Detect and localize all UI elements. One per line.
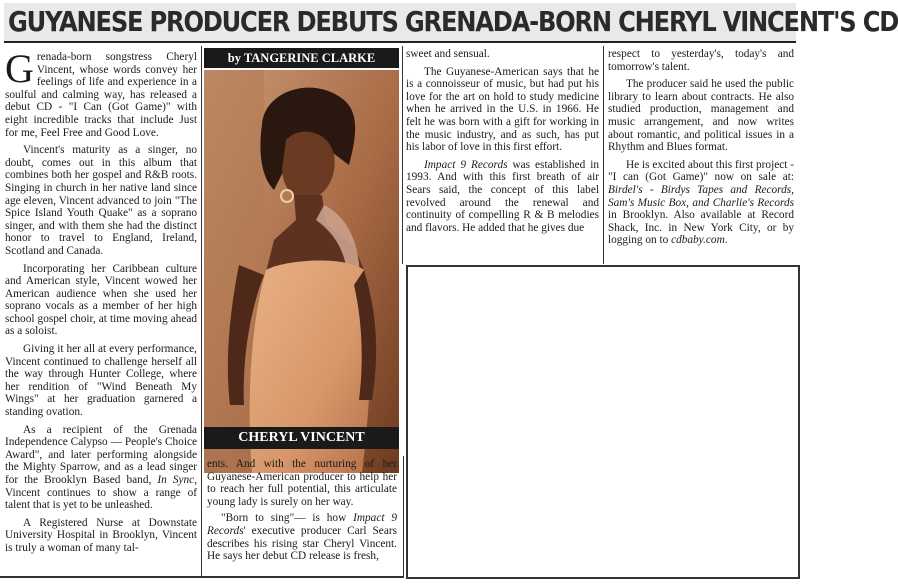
paragraph-text: "Born to sing"— is how: [221, 512, 354, 525]
store-names: Birdel's - Birdys Tapes and Records, Sam's Music Box, and Charlie's Records: [608, 183, 794, 209]
column-rule: [201, 46, 202, 576]
band-name: In Sync: [157, 474, 195, 486]
paragraph: [406, 159, 599, 235]
photo-panel: [204, 48, 399, 456]
paragraph-text: in Brooklyn. Also available at Record Shack, Inc. in New York City, or by logging on to: [608, 209, 794, 247]
paragraph: ents. And with the nurturing of her Guyanese-American producer to help her to reach her full potential, this articulate young lady is surely on her way.: [207, 458, 397, 508]
byline: by TANGERINE CLARKE: [204, 48, 399, 68]
column-rule: [603, 46, 604, 264]
paragraph: respect to yesterday's, today's and tomorrow's talent.: [608, 48, 794, 73]
headline-banner: [4, 3, 898, 43]
paragraph: [5, 424, 197, 512]
drop-cap: G: [5, 46, 34, 91]
paragraph: [5, 46, 197, 139]
paragraph: sweet and sensual.: [406, 48, 490, 60]
empty-panel: [406, 265, 800, 579]
paragraph-text: renada-born songstress Cheryl Vincent, whose words convey her feelings of life and experience in a soulful and calming way, has released a debut CD - "I Can (Got Game)" with eight incredible tracks that include Just for me, Feel Free and Good Love.: [5, 51, 197, 139]
paragraph: The Guyanese-American says that he is a connoisseur of music, but had put his love for the art on hold to study medicine when he arrived in the U.S. in 1966. He felt he was born with a gift for working in the music industry, and as such, has put his labor of love in this first effort.: [406, 65, 599, 154]
portrait-photo: [204, 70, 399, 473]
paragraph: [207, 512, 397, 562]
paragraph-text: He is excited about this first project - "I can (Got Game)" now on sale at:: [608, 158, 794, 184]
paragraph-text: As a recipient of the Grenada Independence Calypso — People's Choice Award", and later performing alongside the Mighty Sparrow, and as a lead singer for the Brooklyn Based band,: [5, 423, 197, 486]
paragraph: [608, 159, 794, 247]
article-column-2: [207, 458, 397, 567]
paragraph-text: , Vincent continues to show a range of talent that is yet to be unleashed.: [5, 474, 198, 512]
website-link: cdbaby.com: [671, 234, 725, 247]
article-column-4: [608, 48, 794, 252]
column-rule: [403, 456, 404, 576]
article-column-3: [406, 48, 599, 239]
paragraph-text: was established in 1993. And with this first breath of air Sears said, the concept of this label revolved around the renewal and continuity of compelling R & B melodies and flavors. He added that he gives due: [406, 158, 599, 234]
label-name: Impact 9 Records: [424, 158, 508, 171]
paragraph: Vincent's maturity as a singer, no doubt, comes out in this album that combines both her gospel and R&B roots. Singing in church in her native land since age eleven, Vincent advanced to join "The Spice Island Youth Quake" as a soprano singer, and with them she had the distinct honor to travel to England, Ireland, Scotland and Canada.: [5, 144, 197, 257]
paragraph-text: .: [724, 234, 728, 247]
paragraph: The producer said he used the public library to learn about contracts. He also studied production, management and music arrangement, and now writes about romantic, and political issues in a Rhythm and Blues format.: [608, 78, 794, 154]
paragraph: Giving it her all at every performance, Vincent continued to challenge herself all the way through Hunter College, where her rendition of "Wind Beneath My Wings" at her graduation garnered a standing ovation.: [5, 343, 197, 419]
label-name: Impact 9 Records: [207, 512, 398, 537]
paragraph-text: ' executive producer Carl Sears describes his rising star Cheryl Vincent. He says her debut CD release is fresh,: [207, 524, 397, 563]
bottom-rule: [0, 576, 404, 578]
column-rule: [402, 46, 403, 264]
headline: GUYANESE PRODUCER DEBUTS GRENADA-BORN CHERYL VINCENT'S CD: [8, 6, 898, 38]
paragraph: Incorporating her Caribbean culture and American style, Vincent wowed her American audience when she used her soprano vocals as a member of her high school gospel choir, at time moving ahead as a soloist.: [5, 262, 197, 338]
paragraph: A Registered Nurse at Downstate University Hospital in Brooklyn, Vincent is truly a woman of many tal-: [5, 516, 197, 554]
article-column-1: [5, 46, 198, 560]
photo-caption: CHERYL VINCENT: [204, 427, 399, 449]
